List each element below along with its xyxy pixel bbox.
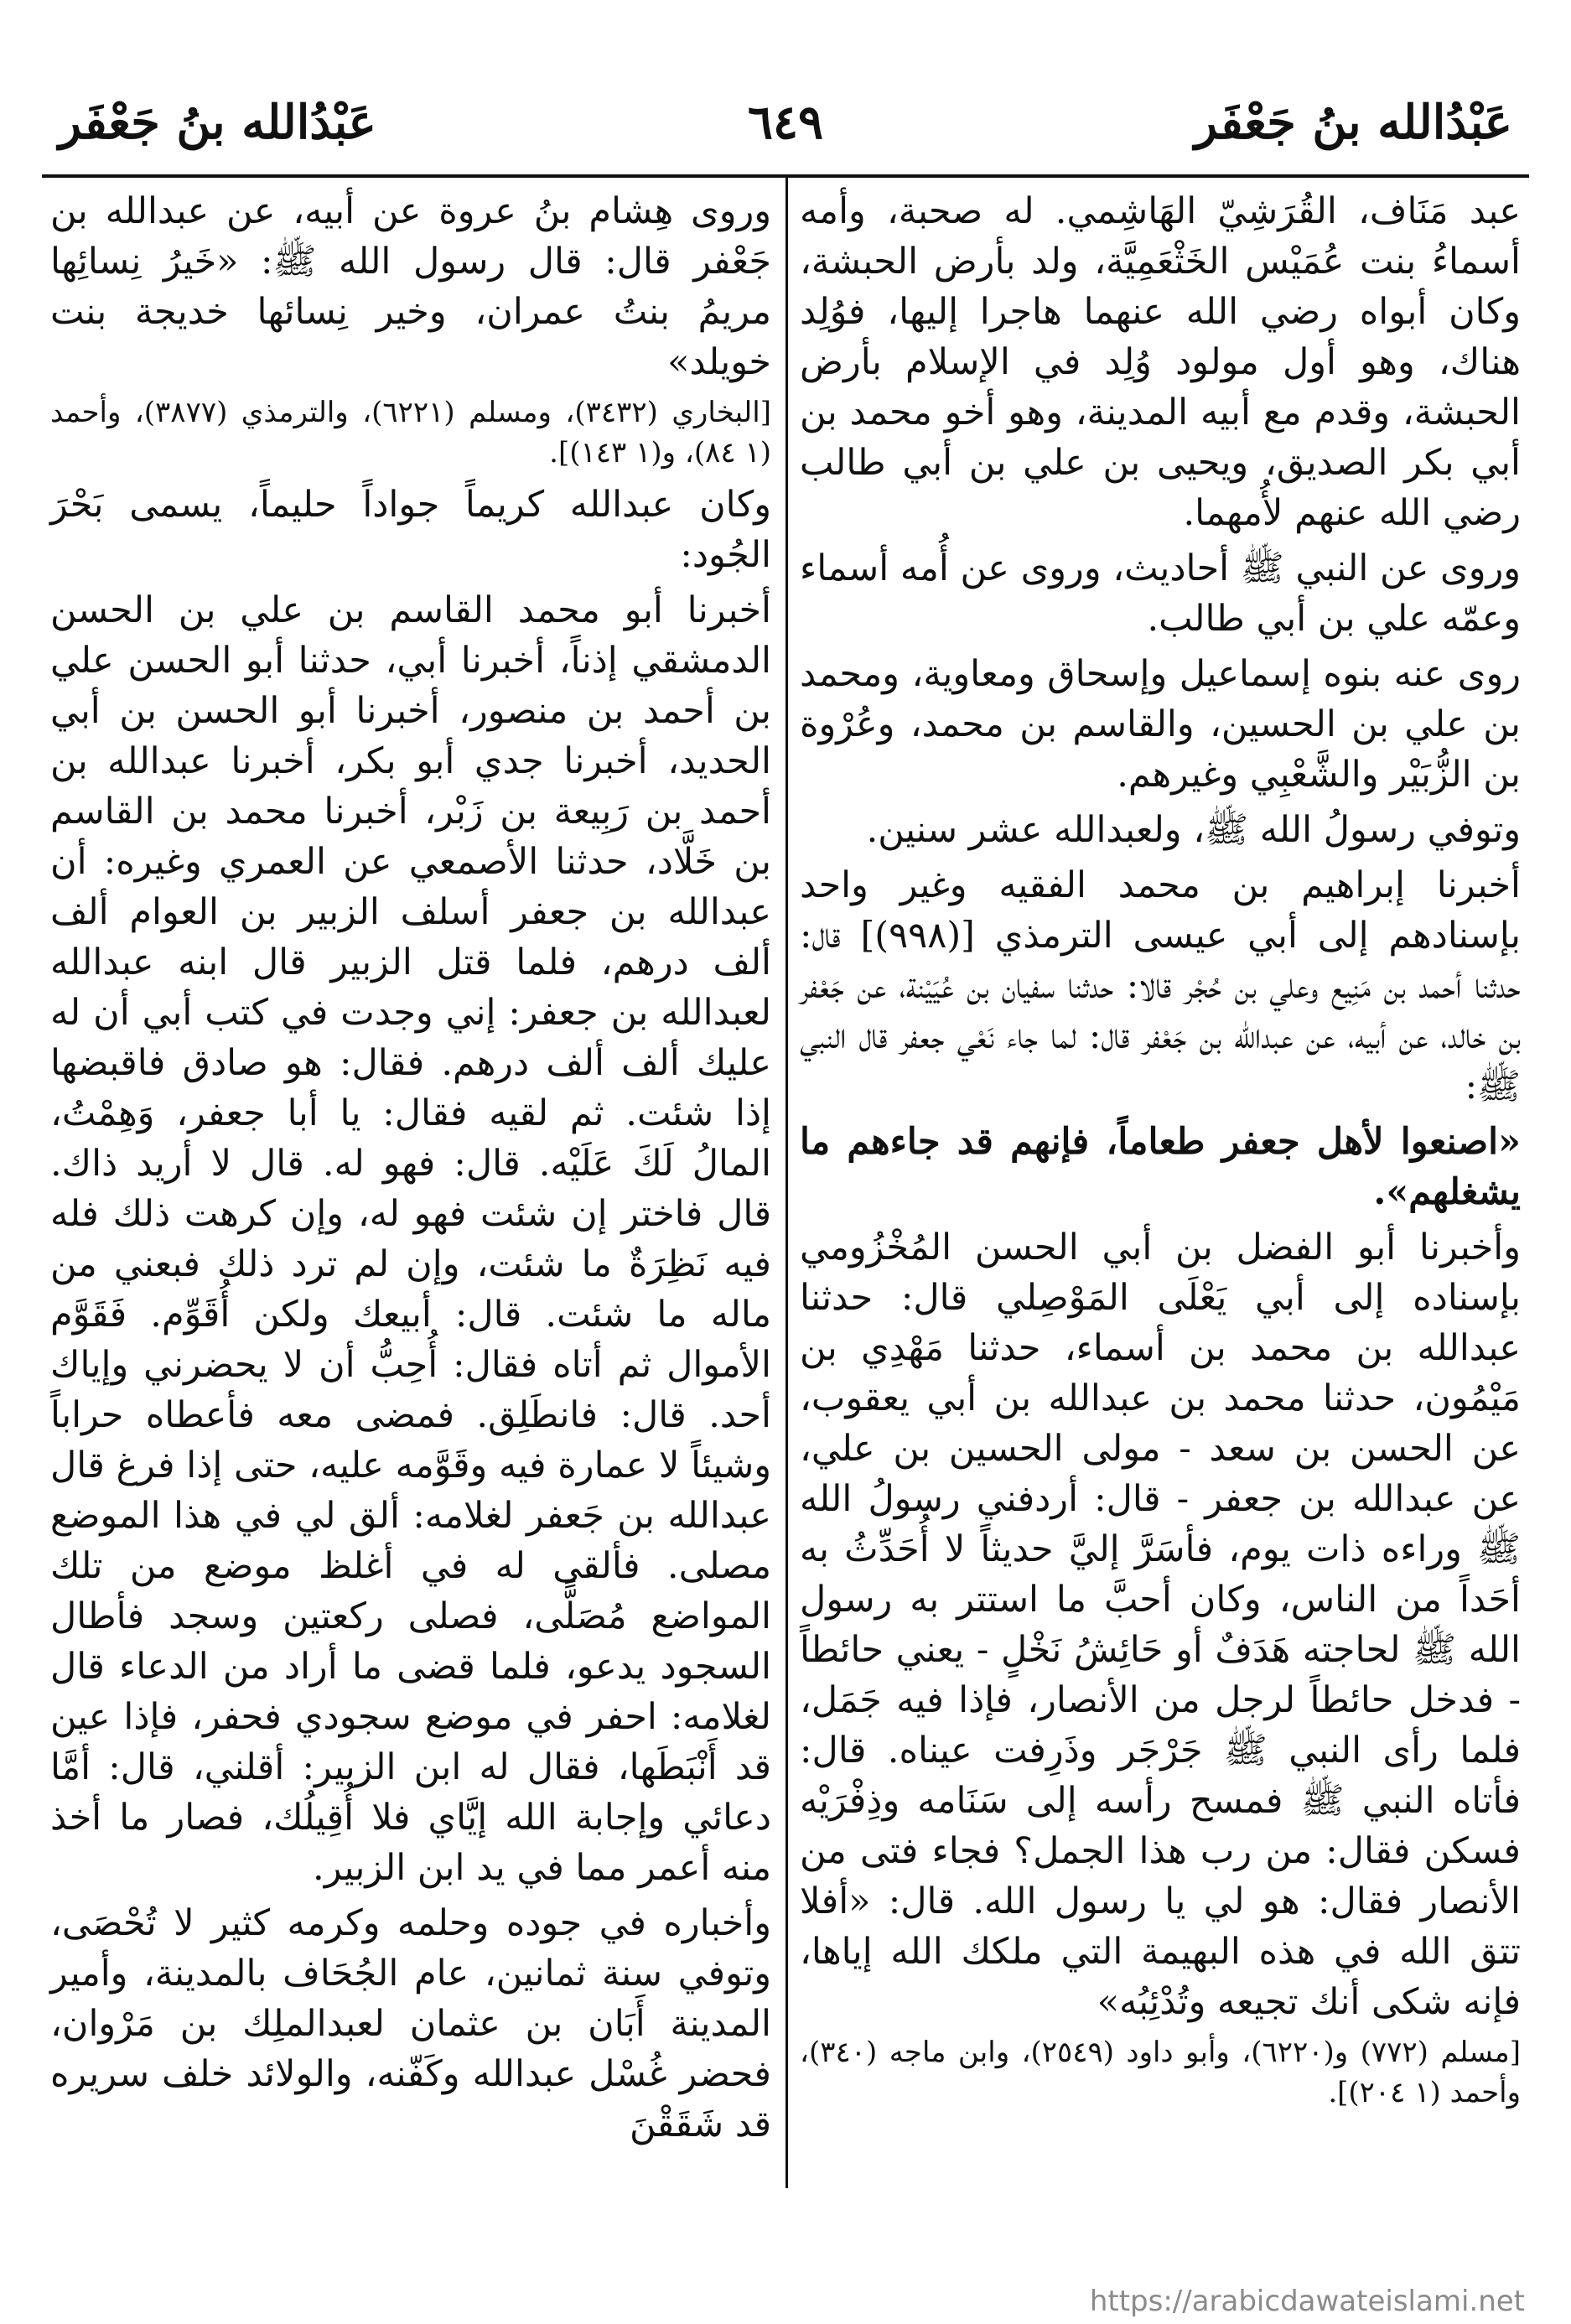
site-watermark: https://arabicdawateislami.net bbox=[1089, 2285, 1525, 2318]
running-title-left: عَبْدُالله بنُ جَعْفَر bbox=[59, 95, 376, 150]
paragraph: وأخبرنا أبو الفضل بن أبي الحسن المُخْزُومي بإسناده إلى أبي يَعْلَى المَوْصِلي قال: حدثنا عبدالله بن محمد بن أسماء، حدثنا مَهْدِي بن مَيْمُون، حدثنا محمد بن عبدالله بن أبي يعقوب، عن الحسن بن سعد - مولى الحسين بن علي، عن عبدالله بن جعفر - قال: أردفني رسولُ الله ﷺ وراءه ذات يوم، فأسَرَّ إليَّ حديثاً لا أُحَدِّثُ به أحَداً من الناس، وكان أحبَّ ما استتر به رسول الله ﷺ لحاجته هَدَفٌ أو حَائِشُ نَخْلٍ - يعني حائطاً - فدخل حائطاً لرجل من الأنصار، فإذا فيه جَمَل، فلما رأى النبي ﷺ جَرْجَر وذَرِفت عيناه. قال: فأتاه النبي ﷺ فمسح رأسه إلى سَنَامه وذِفْرَيْه فسكن فقال: من رب هذا الجمل؟ فجاء فتى من الأنصار فقال: هو لي يا رسول الله. قال: «أفلا تتق الله في هذه البهيمة التي ملكك الله إياها، فإنه شكى أنك تجيعه وتُدْئِبُه» bbox=[800, 1227, 1521, 2023]
page-number: ٦٤٩ bbox=[747, 95, 824, 150]
paragraph: وروى عن النبي ﷺ أحاديث، وروى عن أُمه أسماء وعمّه علي بن أبي طالب. bbox=[800, 547, 1521, 640]
paragraph: [البخاري (٣٤٣٢)، ومسلم (٦٢٢١)، والترمذي (٣٨٧٧)، وأحمد (١ ٨٤)، و(١ ١٤٣)]. bbox=[50, 396, 771, 469]
left-column bbox=[50, 186, 771, 2155]
paragraph: وأخباره في جوده وحلمه وكرمه كثير لا تُحْصَى، وتوفي سنة ثمانين، عام الجُحَاف بالمدينة، وأمير المدينة أَبَان بن عثمان لعبدالملِك بن مَرْوان، فحضر غُسْل عبدالله وكَفّنه، والولائد خلف سريره قد شَقَقْنَ bbox=[50, 1902, 771, 2145]
page-header bbox=[42, 80, 1529, 163]
paragraph: وتوفي رسولُ الله ﷺ، ولعبدالله عشر سنين. bbox=[866, 809, 1521, 851]
right-column bbox=[800, 186, 1521, 2119]
paragraph: وروى هِشام بنُ عروة عن أبيه، عن عبدالله بن جَعْفر قال: قال رسول الله ﷺ: «خَيرُ نِسائِها مريمُ بنتُ عمران، وخير نِسائها خديجة بنت خويلد» bbox=[50, 190, 771, 383]
paragraph: روى عنه بنوه إسماعيل وإسحاق ومعاوية، ومحمد بن علي بن الحسين، والقاسم بن محمد، وعُرْوة بن الزُّبَيْر والشَّعْبِي وغيرهم. bbox=[800, 653, 1521, 796]
running-title-right: عَبْدُالله بنُ جَعْفَر bbox=[1195, 95, 1512, 150]
paragraph: وكان عبدالله كريماً جواداً حليماً، يسمى بَحْرَ الجُود: bbox=[50, 484, 771, 576]
paragraph: «اصنعوا لأهل جعفر طعاماً، فإنهم قد جاءهم ما يشغلهم». bbox=[800, 1121, 1521, 1213]
paragraph: [مسلم (٧٧٢) و(٦٢٢٠)، وأبو داود (٢٥٤٩)، وابن ماجه (٣٤٠)، وأحمد (١ ٢٠٤)]. bbox=[800, 2036, 1522, 2109]
paragraph: أخبرنا أبو محمد القاسم بن علي بن الحسن الدمشقي إذناً، أخبرنا أبي، حدثنا أبو الحسن علي بن أحمد بن منصور، أخبرنا أبو الحسن بن أبي الحديد، أخبرنا جدي أبو بكر، أخبرنا عبدالله بن أحمد بن رَبِيعة بن زَبْر، أخبرنا محمد بن القاسم بن خَلَّاد، حدثنا الأصمعي عن العمري وغيره: أن عبدالله بن جعفر أسلف الزبير بن العوام ألف ألف درهم، فلما قتل الزبير قال ابنه عبدالله لعبدالله بن جعفر: إني وجدت في كتب أبي أن له عليك ألف ألف درهم. فقال: هو صادق فاقبضها إذا شئت. ثم لقيه فقال: يا أبا جعفر، وَهِمْتُ، المالُ لَكَ عَلَيْه. قال: فهو له. قال لا أريد ذاك. قال فاختر إن شئت فهو له، وإن كرهت ذلك فله فيه نَظِرَةٌ ما شئت، وإن لم ترد ذلك فبعني من ماله ما شئت. قال: أبيعك ولكن أُقَوِّم. فَقَوَّم الأموال ثم أتاه فقال: أُحِبُّ أن لا يحضرني وإياك أحد. قال: فانطَلِق. فمضى معه فأعطاه حراباً وشيئاً لا عمارة فيه وقَوَّمه عليه، حتى إذا فرغ قال عبدالله بن جَعفر لغلامه: ألق لي في هذا الموضع مصلى. فألقى له في أغلظ موضع من تلك المواضع مُصَلًّى، فصلى ركعتين وسجد فأطال السجود يدعو، فلما قضى ما أراد من الدعاء قال لغلامه: احفر في موضع سجودي فحفر، فإذا عين قد أَنْبَطَها، فقال له ابن الزبير: أقلني، قال: أمَّا دعائي وإجابة الله إيَّاي فلا أُقِيلُك، فصار ما أخذ منه أعمر مما في يد ابن الزبير. bbox=[50, 589, 771, 1889]
paragraph: عبد مَنَاف، القُرَشِيّ الهَاشِمي. له صحبة، وأمه أسماءُ بنت عُمَيْس الخَثْعَمِيَّة، ولد بأرض الحبشة، وكان أبواه رضي الله عنهما هاجرا إليها، فوُلِد هناك، وهو أول مولود وُلِد في الإسلام بأرض الحبشة، وقدم مع أبيه المدينة، وهو أخو محمد بن أبي بكر الصديق، ويحيى بن علي بن أبي طالب رضي الله عنهم لأُمهما. bbox=[800, 190, 1521, 534]
column-divider bbox=[786, 176, 788, 2188]
paragraph: أخبرنا إبراهيم بن محمد الفقيه وغير واحد بإسنادهم إلى أبي عيسى الترمذي [(٩٩٨)] قال: حدثنا أحمد بن مَنِيع وعلي بن حُجْر قالا: حدثنا سفيان بن عُيَيْنة، عن جَعْفر بن خالد، عن أبيه، عن عبدالله بن جَعْفر قال: لما جاء نَعْي جعفر قال النبي ﷺ: bbox=[800, 864, 1521, 1108]
